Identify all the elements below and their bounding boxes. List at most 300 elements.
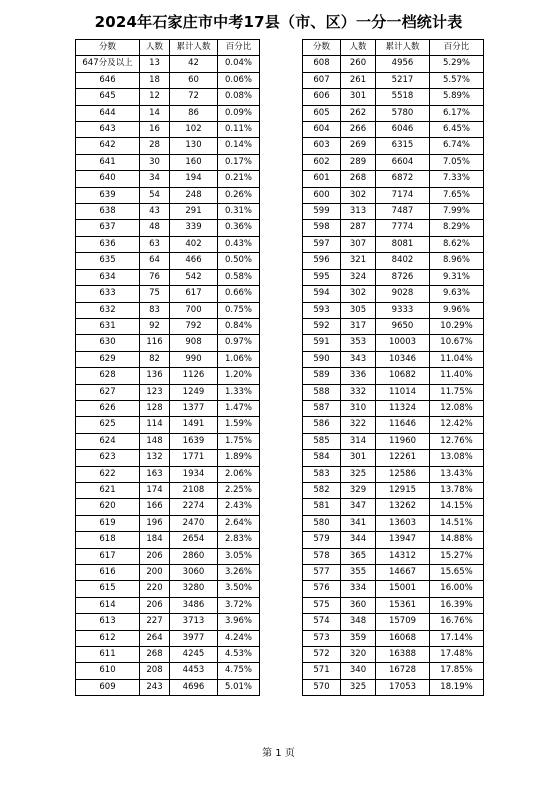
- score-cell: 626: [76, 400, 140, 416]
- percent-cell: 4.24%: [218, 630, 260, 646]
- count-cell: 136: [140, 368, 170, 384]
- cumulative-cell: 11960: [376, 433, 430, 449]
- table-row: [76, 286, 260, 302]
- count-cell: 220: [140, 581, 170, 597]
- count-cell: 196: [140, 515, 170, 531]
- cumulative-cell: 2108: [170, 482, 218, 498]
- score-cell: 607: [303, 72, 341, 88]
- count-cell: 268: [341, 171, 376, 187]
- cumulative-cell: 339: [170, 220, 218, 236]
- cumulative-cell: 1377: [170, 400, 218, 416]
- table-row: [303, 400, 484, 416]
- count-cell: 116: [140, 335, 170, 351]
- table-row: [76, 204, 260, 220]
- cumulative-cell: 15709: [376, 614, 430, 630]
- table-row: [76, 450, 260, 466]
- table-row: [76, 614, 260, 630]
- percent-cell: 4.53%: [218, 647, 260, 663]
- percent-cell: 7.65%: [430, 187, 484, 203]
- table-header-row: [303, 40, 484, 56]
- cumulative-cell: 1934: [170, 466, 218, 482]
- table-header-row: [76, 40, 260, 56]
- cumulative-cell: 4956: [376, 56, 430, 72]
- score-table-right: [302, 39, 484, 696]
- percent-cell: 0.66%: [218, 286, 260, 302]
- table-row: [76, 597, 260, 613]
- percent-cell: 11.75%: [430, 384, 484, 400]
- document-title: 2024年石家庄市中考17县（市、区）一分一档统计表: [94, 13, 463, 31]
- score-cell: 619: [76, 515, 140, 531]
- table-row: [303, 72, 484, 88]
- header-percent: 百分比: [430, 40, 484, 56]
- count-cell: 324: [341, 269, 376, 285]
- score-cell: 646: [76, 72, 140, 88]
- cumulative-cell: 1491: [170, 417, 218, 433]
- score-cell: 634: [76, 269, 140, 285]
- cumulative-cell: 248: [170, 187, 218, 203]
- percent-cell: 1.47%: [218, 400, 260, 416]
- percent-cell: 0.17%: [218, 154, 260, 170]
- table-row: [303, 663, 484, 679]
- table-row: [303, 171, 484, 187]
- table-row: [76, 269, 260, 285]
- cumulative-cell: 4453: [170, 663, 218, 679]
- cumulative-cell: 700: [170, 302, 218, 318]
- count-cell: 313: [341, 204, 376, 220]
- cumulative-cell: 4245: [170, 647, 218, 663]
- percent-cell: 1.20%: [218, 368, 260, 384]
- cumulative-cell: 542: [170, 269, 218, 285]
- table-row: [76, 532, 260, 548]
- score-cell: 589: [303, 368, 341, 384]
- score-cell: 639: [76, 187, 140, 203]
- table-row: [76, 417, 260, 433]
- count-cell: 92: [140, 318, 170, 334]
- cumulative-cell: 6872: [376, 171, 430, 187]
- score-cell: 601: [303, 171, 341, 187]
- cumulative-cell: 13262: [376, 499, 430, 515]
- percent-cell: 17.14%: [430, 630, 484, 646]
- cumulative-cell: 17053: [376, 679, 430, 695]
- percent-cell: 3.50%: [218, 581, 260, 597]
- score-cell: 581: [303, 499, 341, 515]
- percent-cell: 14.15%: [430, 499, 484, 515]
- table-row: [303, 499, 484, 515]
- cumulative-cell: 2274: [170, 499, 218, 515]
- cumulative-cell: 7774: [376, 220, 430, 236]
- percent-cell: 5.57%: [430, 72, 484, 88]
- table-row: [303, 56, 484, 72]
- percent-cell: 17.85%: [430, 663, 484, 679]
- count-cell: 302: [341, 286, 376, 302]
- score-cell: 605: [303, 105, 341, 121]
- count-cell: 359: [341, 630, 376, 646]
- score-cell: 632: [76, 302, 140, 318]
- cumulative-cell: 10682: [376, 368, 430, 384]
- table-row: [76, 56, 260, 72]
- count-cell: 48: [140, 220, 170, 236]
- table-row: [76, 384, 260, 400]
- score-cell: 638: [76, 204, 140, 220]
- score-cell: 622: [76, 466, 140, 482]
- score-cell: 597: [303, 236, 341, 252]
- percent-cell: 0.36%: [218, 220, 260, 236]
- score-cell: 623: [76, 450, 140, 466]
- score-cell: 606: [303, 89, 341, 105]
- score-cell: 580: [303, 515, 341, 531]
- cumulative-cell: 792: [170, 318, 218, 334]
- count-cell: 321: [341, 253, 376, 269]
- count-cell: 206: [140, 548, 170, 564]
- count-cell: 76: [140, 269, 170, 285]
- percent-cell: 0.50%: [218, 253, 260, 269]
- score-cell: 628: [76, 368, 140, 384]
- cumulative-cell: 7174: [376, 187, 430, 203]
- table-row: [76, 302, 260, 318]
- count-cell: 355: [341, 565, 376, 581]
- count-cell: 163: [140, 466, 170, 482]
- count-cell: 336: [341, 368, 376, 384]
- table-row: [76, 679, 260, 695]
- percent-cell: 0.04%: [218, 56, 260, 72]
- table-row: [303, 154, 484, 170]
- count-cell: 82: [140, 351, 170, 367]
- count-cell: 365: [341, 548, 376, 564]
- score-cell: 582: [303, 482, 341, 498]
- percent-cell: 15.27%: [430, 548, 484, 564]
- percent-cell: 0.31%: [218, 204, 260, 220]
- score-cell: 592: [303, 318, 341, 334]
- percent-cell: 14.88%: [430, 532, 484, 548]
- percent-cell: 0.11%: [218, 122, 260, 138]
- table-row: [303, 236, 484, 252]
- score-cell: 609: [76, 679, 140, 695]
- count-cell: 310: [341, 400, 376, 416]
- score-cell: 621: [76, 482, 140, 498]
- count-cell: 12: [140, 89, 170, 105]
- score-table-left: [75, 39, 260, 696]
- score-cell: 571: [303, 663, 341, 679]
- count-cell: 43: [140, 204, 170, 220]
- table-row: [303, 138, 484, 154]
- percent-cell: 0.09%: [218, 105, 260, 121]
- score-cell: 617: [76, 548, 140, 564]
- cumulative-cell: 291: [170, 204, 218, 220]
- cumulative-cell: 1126: [170, 368, 218, 384]
- count-cell: 322: [341, 417, 376, 433]
- table-row: [303, 122, 484, 138]
- cumulative-cell: 9650: [376, 318, 430, 334]
- percent-cell: 15.65%: [430, 565, 484, 581]
- percent-cell: 12.42%: [430, 417, 484, 433]
- percent-cell: 9.31%: [430, 269, 484, 285]
- score-cell: 615: [76, 581, 140, 597]
- count-cell: 206: [140, 597, 170, 613]
- header-count: 人数: [140, 40, 170, 56]
- count-cell: 63: [140, 236, 170, 252]
- cumulative-cell: 60: [170, 72, 218, 88]
- score-cell: 594: [303, 286, 341, 302]
- percent-cell: 0.58%: [218, 269, 260, 285]
- count-cell: 341: [341, 515, 376, 531]
- cumulative-cell: 8081: [376, 236, 430, 252]
- count-cell: 18: [140, 72, 170, 88]
- table-row: [303, 220, 484, 236]
- count-cell: 287: [341, 220, 376, 236]
- header-score: 分数: [303, 40, 341, 56]
- table-row: [303, 450, 484, 466]
- table-row: [303, 532, 484, 548]
- cumulative-cell: 5780: [376, 105, 430, 121]
- score-cell: 630: [76, 335, 140, 351]
- count-cell: 54: [140, 187, 170, 203]
- count-cell: 16: [140, 122, 170, 138]
- table-row: [303, 597, 484, 613]
- table-row: [303, 614, 484, 630]
- score-cell: 602: [303, 154, 341, 170]
- percent-cell: 8.96%: [430, 253, 484, 269]
- score-cell: 613: [76, 614, 140, 630]
- score-cell: 575: [303, 597, 341, 613]
- percent-cell: 14.51%: [430, 515, 484, 531]
- score-cell: 577: [303, 565, 341, 581]
- score-cell: 644: [76, 105, 140, 121]
- cumulative-cell: 12261: [376, 450, 430, 466]
- cumulative-cell: 5217: [376, 72, 430, 88]
- percent-cell: 7.05%: [430, 154, 484, 170]
- percent-cell: 0.43%: [218, 236, 260, 252]
- cumulative-cell: 6315: [376, 138, 430, 154]
- cumulative-cell: 102: [170, 122, 218, 138]
- percent-cell: 13.43%: [430, 466, 484, 482]
- table-row: [303, 433, 484, 449]
- table-row: [76, 253, 260, 269]
- cumulative-cell: 10346: [376, 351, 430, 367]
- table-row: [303, 105, 484, 121]
- table-row: [303, 548, 484, 564]
- score-cell: 600: [303, 187, 341, 203]
- cumulative-cell: 5518: [376, 89, 430, 105]
- percent-cell: 2.25%: [218, 482, 260, 498]
- count-cell: 266: [341, 122, 376, 138]
- count-cell: 243: [140, 679, 170, 695]
- cumulative-cell: 16388: [376, 647, 430, 663]
- cumulative-cell: 14312: [376, 548, 430, 564]
- table-row: [303, 204, 484, 220]
- table-row: [76, 105, 260, 121]
- score-cell: 583: [303, 466, 341, 482]
- count-cell: 148: [140, 433, 170, 449]
- count-cell: 329: [341, 482, 376, 498]
- score-cell: 620: [76, 499, 140, 515]
- count-cell: 28: [140, 138, 170, 154]
- percent-cell: 12.08%: [430, 400, 484, 416]
- count-cell: 264: [140, 630, 170, 646]
- count-cell: 269: [341, 138, 376, 154]
- percent-cell: 12.76%: [430, 433, 484, 449]
- score-cell: 616: [76, 565, 140, 581]
- cumulative-cell: 12915: [376, 482, 430, 498]
- table-row: [303, 565, 484, 581]
- cumulative-cell: 990: [170, 351, 218, 367]
- percent-cell: 3.26%: [218, 565, 260, 581]
- table-row: [303, 581, 484, 597]
- percent-cell: 7.99%: [430, 204, 484, 220]
- score-cell: 599: [303, 204, 341, 220]
- cumulative-cell: 13947: [376, 532, 430, 548]
- count-cell: 301: [341, 89, 376, 105]
- score-cell: 574: [303, 614, 341, 630]
- count-cell: 64: [140, 253, 170, 269]
- score-cell: 627: [76, 384, 140, 400]
- count-cell: 83: [140, 302, 170, 318]
- table-row: [303, 318, 484, 334]
- header-cumulative: 累计人数: [376, 40, 430, 56]
- percent-cell: 13.78%: [430, 482, 484, 498]
- page-number: 第 1 页: [262, 748, 295, 759]
- percent-cell: 1.59%: [218, 417, 260, 433]
- table-row: [76, 400, 260, 416]
- count-cell: 200: [140, 565, 170, 581]
- count-cell: 128: [140, 400, 170, 416]
- cumulative-cell: 9028: [376, 286, 430, 302]
- percent-cell: 0.84%: [218, 318, 260, 334]
- cumulative-cell: 72: [170, 89, 218, 105]
- percent-cell: 6.74%: [430, 138, 484, 154]
- percent-cell: 5.01%: [218, 679, 260, 695]
- score-cell: 586: [303, 417, 341, 433]
- table-row: [76, 122, 260, 138]
- percent-cell: 13.08%: [430, 450, 484, 466]
- cumulative-cell: 86: [170, 105, 218, 121]
- header-cumulative: 累计人数: [170, 40, 218, 56]
- score-cell: 576: [303, 581, 341, 597]
- table-row: [303, 335, 484, 351]
- percent-cell: 3.96%: [218, 614, 260, 630]
- percent-cell: 10.67%: [430, 335, 484, 351]
- cumulative-cell: 12586: [376, 466, 430, 482]
- percent-cell: 0.06%: [218, 72, 260, 88]
- count-cell: 302: [341, 187, 376, 203]
- count-cell: 347: [341, 499, 376, 515]
- table-row: [76, 89, 260, 105]
- table-row: [76, 515, 260, 531]
- percent-cell: 0.08%: [218, 89, 260, 105]
- count-cell: 343: [341, 351, 376, 367]
- percent-cell: 11.40%: [430, 368, 484, 384]
- table-row: [303, 384, 484, 400]
- score-cell: 624: [76, 433, 140, 449]
- percent-cell: 1.06%: [218, 351, 260, 367]
- score-cell: 588: [303, 384, 341, 400]
- table-row: [76, 335, 260, 351]
- score-cell: 633: [76, 286, 140, 302]
- score-cell: 603: [303, 138, 341, 154]
- cumulative-cell: 11646: [376, 417, 430, 433]
- cumulative-cell: 3486: [170, 597, 218, 613]
- count-cell: 166: [140, 499, 170, 515]
- table-row: [76, 548, 260, 564]
- table-row: [76, 630, 260, 646]
- percent-cell: 1.75%: [218, 433, 260, 449]
- cumulative-cell: 11014: [376, 384, 430, 400]
- cumulative-cell: 3977: [170, 630, 218, 646]
- cumulative-cell: 160: [170, 154, 218, 170]
- count-cell: 325: [341, 466, 376, 482]
- score-cell: 610: [76, 663, 140, 679]
- cumulative-cell: 8402: [376, 253, 430, 269]
- percent-cell: 2.06%: [218, 466, 260, 482]
- table-row: [76, 171, 260, 187]
- score-cell: 643: [76, 122, 140, 138]
- count-cell: 320: [341, 647, 376, 663]
- table-row: [76, 351, 260, 367]
- percent-cell: 5.29%: [430, 56, 484, 72]
- percent-cell: 4.75%: [218, 663, 260, 679]
- count-cell: 75: [140, 286, 170, 302]
- percent-cell: 7.33%: [430, 171, 484, 187]
- cumulative-cell: 15001: [376, 581, 430, 597]
- cumulative-cell: 466: [170, 253, 218, 269]
- percent-cell: 5.89%: [430, 89, 484, 105]
- count-cell: 307: [341, 236, 376, 252]
- table-row: [76, 466, 260, 482]
- score-cell: 612: [76, 630, 140, 646]
- cumulative-cell: 3713: [170, 614, 218, 630]
- score-cell: 625: [76, 417, 140, 433]
- table-row: [76, 154, 260, 170]
- header-score: 分数: [76, 40, 140, 56]
- score-cell: 584: [303, 450, 341, 466]
- count-cell: 314: [341, 433, 376, 449]
- count-cell: 184: [140, 532, 170, 548]
- score-cell: 579: [303, 532, 341, 548]
- score-cell: 591: [303, 335, 341, 351]
- cumulative-cell: 16728: [376, 663, 430, 679]
- percent-cell: 2.64%: [218, 515, 260, 531]
- count-cell: 348: [341, 614, 376, 630]
- table-row: [303, 417, 484, 433]
- percent-cell: 18.19%: [430, 679, 484, 695]
- percent-cell: 2.83%: [218, 532, 260, 548]
- cumulative-cell: 1249: [170, 384, 218, 400]
- cumulative-cell: 9333: [376, 302, 430, 318]
- score-cell: 629: [76, 351, 140, 367]
- cumulative-cell: 42: [170, 56, 218, 72]
- cumulative-cell: 10003: [376, 335, 430, 351]
- score-cell: 608: [303, 56, 341, 72]
- score-cell: 578: [303, 548, 341, 564]
- count-cell: 325: [341, 679, 376, 695]
- count-cell: 227: [140, 614, 170, 630]
- cumulative-cell: 3060: [170, 565, 218, 581]
- percent-cell: 9.96%: [430, 302, 484, 318]
- score-cell: 642: [76, 138, 140, 154]
- count-cell: 305: [341, 302, 376, 318]
- table-row: [303, 253, 484, 269]
- count-cell: 353: [341, 335, 376, 351]
- percent-cell: 17.48%: [430, 647, 484, 663]
- percent-cell: 3.05%: [218, 548, 260, 564]
- score-cell: 598: [303, 220, 341, 236]
- count-cell: 334: [341, 581, 376, 597]
- count-cell: 332: [341, 384, 376, 400]
- score-cell: 572: [303, 647, 341, 663]
- table-row: [303, 482, 484, 498]
- cumulative-cell: 3280: [170, 581, 218, 597]
- count-cell: 174: [140, 482, 170, 498]
- cumulative-cell: 6046: [376, 122, 430, 138]
